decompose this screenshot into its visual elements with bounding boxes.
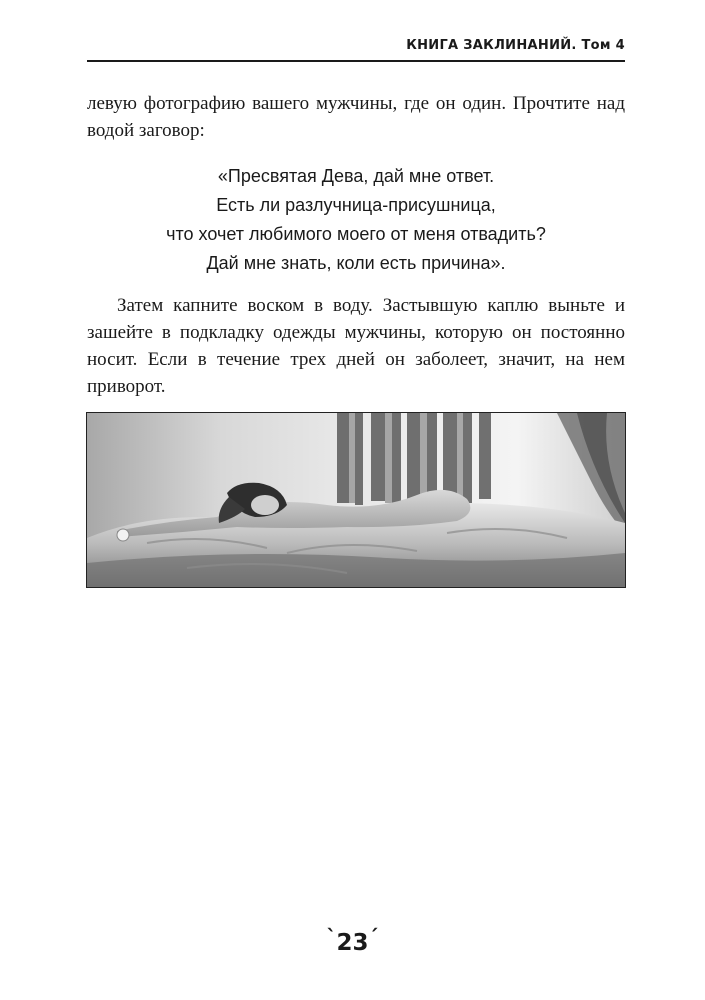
page-number-ornament-left: `: [326, 925, 337, 949]
page-number-value: 23: [336, 930, 369, 956]
paragraph-2: Затем капните воском в воду. Застывшую каплю выньте и зашейте в подкладку одежды мужчины, которую он постоянно носит. Если в течение трех дней он заболеет, значит, на нем приворот.: [87, 295, 625, 397]
incantation-verse: [87, 162, 625, 278]
verse-line-3: что хочет любимого моего от меня отвадить?: [166, 224, 546, 244]
paragraph-1: левую фотографию вашего мужчины, где он один. Прочтите над водой заговор:: [87, 93, 625, 141]
verse-line-1: «Пресвятая Дева, дай мне ответ.: [217, 166, 495, 186]
page-number-ornament-right: ´: [368, 925, 379, 949]
illustration-art: [87, 413, 625, 587]
running-head: КНИГА ЗАКЛИНАНИЙ. Том 4: [406, 38, 625, 53]
verse-line-4: Дай мне знать, коли есть причина».: [206, 253, 506, 273]
header-rule: [87, 60, 625, 62]
page-number: [0, 925, 705, 956]
verse-line-2: Есть ли разлучница-присушница,: [216, 195, 496, 215]
sleeping-woman-illustration: [86, 412, 626, 588]
